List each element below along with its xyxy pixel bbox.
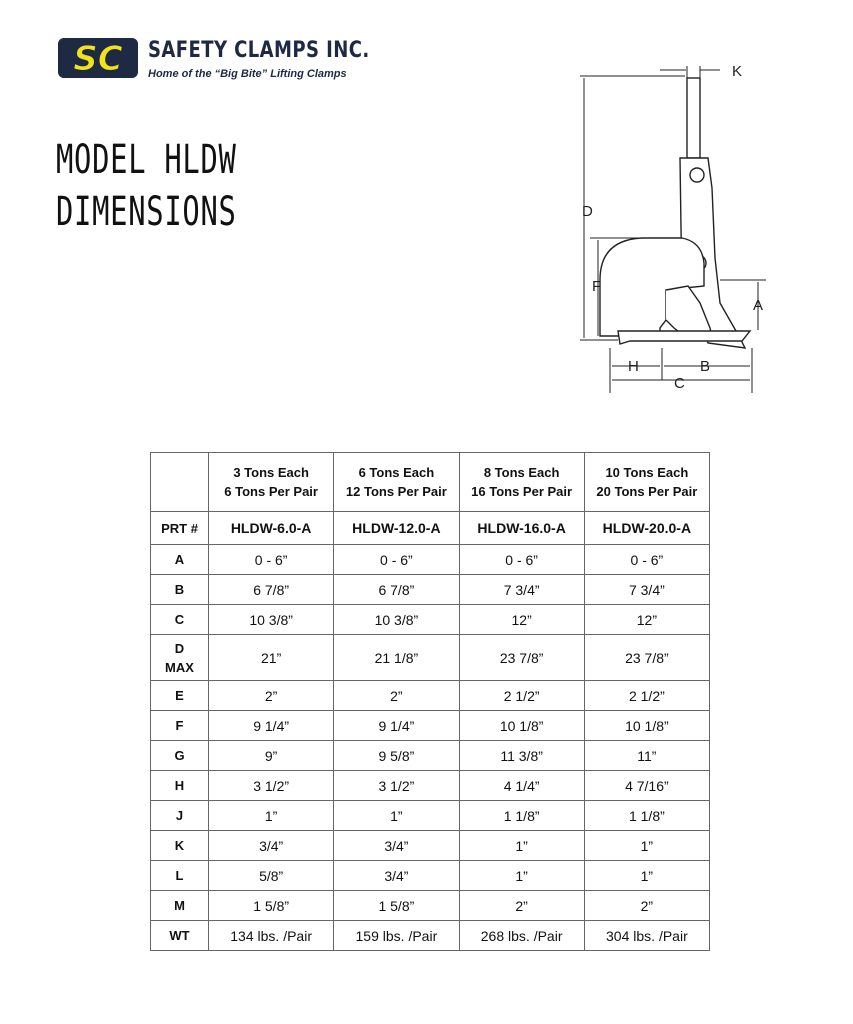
- logo-mark-text: SC: [73, 39, 123, 79]
- table-cell: 2”: [334, 681, 459, 711]
- table-cell: 1”: [459, 861, 584, 891]
- table-cell: 9 1/4”: [334, 711, 459, 741]
- dim-label-h: H: [628, 358, 639, 375]
- table-cell: 1 5/8”: [334, 891, 459, 921]
- dim-label-a: A: [753, 297, 764, 314]
- table-cell: 9 1/4”: [209, 711, 334, 741]
- capacity-header: 6 Tons Each 12 Tons Per Pair: [334, 453, 459, 512]
- table-cell: 9 5/8”: [334, 741, 459, 771]
- row-label: F: [151, 711, 209, 741]
- table-cell: 7 3/4”: [459, 575, 584, 605]
- title-line-2: DIMENSIONS: [56, 189, 237, 235]
- table-row: [151, 635, 710, 681]
- table-cell: 2 1/2”: [459, 681, 584, 711]
- table-cell: 23 7/8”: [584, 635, 709, 681]
- part-number-row: [151, 512, 710, 545]
- table-cell: 12”: [584, 605, 709, 635]
- row-label: C: [151, 605, 209, 635]
- capacity-header: 8 Tons Each 16 Tons Per Pair: [459, 453, 584, 512]
- table-cell: 0 - 6”: [334, 545, 459, 575]
- table-cell: 1”: [459, 831, 584, 861]
- row-label: J: [151, 801, 209, 831]
- table-cell: 9”: [209, 741, 334, 771]
- part-number: HLDW-20.0-A: [584, 512, 709, 545]
- clamp-dimension-diagram: [570, 58, 770, 398]
- capacity-header: 3 Tons Each 6 Tons Per Pair: [209, 453, 334, 512]
- title-line-1: MODEL HLDW: [56, 137, 237, 183]
- table-cell: 5/8”: [209, 861, 334, 891]
- part-number: HLDW-6.0-A: [209, 512, 334, 545]
- clamp-rod: [687, 78, 700, 158]
- table-cell: 12”: [459, 605, 584, 635]
- table-cell: 1”: [584, 861, 709, 891]
- table-cell: 4 1/4”: [459, 771, 584, 801]
- table-row: [151, 891, 710, 921]
- capacity-header: 10 Tons Each 20 Tons Per Pair: [584, 453, 709, 512]
- table-row: [151, 921, 710, 951]
- table-row: [151, 575, 710, 605]
- table-cell: 10 3/8”: [334, 605, 459, 635]
- table-cell: 2”: [209, 681, 334, 711]
- table-cell: 304 lbs. /Pair: [584, 921, 709, 951]
- table-row: [151, 741, 710, 771]
- table-row: [151, 545, 710, 575]
- company-tagline: Home of the “Big Bite” Lifting Clamps: [148, 68, 347, 80]
- header-corner: [151, 453, 209, 512]
- dim-label-d: D: [582, 203, 593, 220]
- dim-label-f: F: [592, 278, 602, 295]
- company-name: SAFETY CLAMPS INC.: [148, 38, 370, 63]
- table-cell: 2”: [459, 891, 584, 921]
- table-cell: 3/4”: [334, 861, 459, 891]
- sc-logo-mark: [56, 34, 140, 80]
- table-cell: 11 3/8”: [459, 741, 584, 771]
- row-label: E: [151, 681, 209, 711]
- capacity-header-row: [151, 453, 710, 512]
- table-cell: 23 7/8”: [459, 635, 584, 681]
- table-cell: 21 1/8”: [334, 635, 459, 681]
- table-cell: 6 7/8”: [209, 575, 334, 605]
- row-label: L: [151, 861, 209, 891]
- part-number: HLDW-12.0-A: [334, 512, 459, 545]
- table-cell: 268 lbs. /Pair: [459, 921, 584, 951]
- table-cell: 1”: [584, 831, 709, 861]
- row-label: K: [151, 831, 209, 861]
- table-cell: 159 lbs. /Pair: [334, 921, 459, 951]
- table-cell: 3/4”: [334, 831, 459, 861]
- row-label: H: [151, 771, 209, 801]
- table-row: [151, 831, 710, 861]
- row-label: B: [151, 575, 209, 605]
- table-cell: 10 1/8”: [584, 711, 709, 741]
- table-cell: 0 - 6”: [209, 545, 334, 575]
- table-cell: 11”: [584, 741, 709, 771]
- table-cell: 4 7/16”: [584, 771, 709, 801]
- table-cell: 3/4”: [209, 831, 334, 861]
- table-cell: 1 1/8”: [584, 801, 709, 831]
- part-label: PRT #: [151, 512, 209, 545]
- row-label: A: [151, 545, 209, 575]
- table-row: [151, 711, 710, 741]
- row-label: G: [151, 741, 209, 771]
- table-row: [151, 861, 710, 891]
- table-cell: 1”: [334, 801, 459, 831]
- company-logo: [56, 34, 370, 84]
- table-row: [151, 801, 710, 831]
- part-number: HLDW-16.0-A: [459, 512, 584, 545]
- table-cell: 1”: [209, 801, 334, 831]
- table-row: [151, 771, 710, 801]
- dim-label-b: B: [700, 358, 711, 375]
- dimensions-table: [150, 452, 710, 951]
- table-cell: 2”: [584, 891, 709, 921]
- table-cell: 3 1/2”: [334, 771, 459, 801]
- table-cell: 134 lbs. /Pair: [209, 921, 334, 951]
- table-row: [151, 605, 710, 635]
- row-label: WT: [151, 921, 209, 951]
- page-title: [56, 134, 237, 238]
- table-cell: 7 3/4”: [584, 575, 709, 605]
- table-cell: 1 5/8”: [209, 891, 334, 921]
- row-label: M: [151, 891, 209, 921]
- dim-label-c: C: [674, 375, 685, 392]
- table-cell: 2 1/2”: [584, 681, 709, 711]
- table-row: [151, 681, 710, 711]
- table-cell: 1 1/8”: [459, 801, 584, 831]
- row-label: D MAX: [151, 635, 209, 681]
- table-cell: 10 1/8”: [459, 711, 584, 741]
- table-cell: 0 - 6”: [459, 545, 584, 575]
- table-cell: 10 3/8”: [209, 605, 334, 635]
- table-cell: 3 1/2”: [209, 771, 334, 801]
- table-cell: 21”: [209, 635, 334, 681]
- table-cell: 0 - 6”: [584, 545, 709, 575]
- dim-label-k: K: [732, 63, 743, 80]
- table-cell: 6 7/8”: [334, 575, 459, 605]
